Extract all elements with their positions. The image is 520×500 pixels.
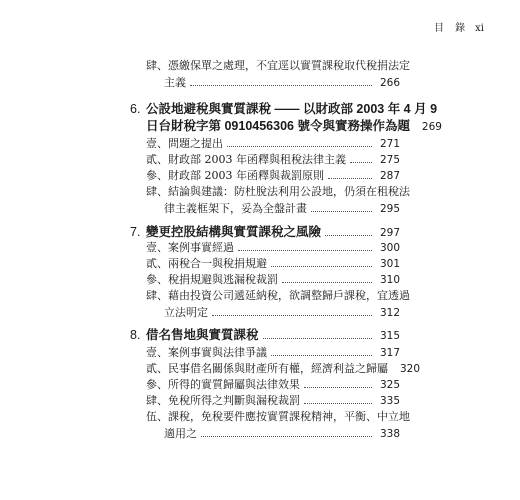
- chapter-title: 日台財稅字第 0910456306 號令與實務操作為題: [146, 119, 410, 133]
- toc-page-number: 301: [379, 258, 400, 270]
- toc-entry-text: 肆、藉由投資公司遞延納稅，欲調整歸戶課稅，宜透過: [146, 289, 410, 302]
- toc-page-number: 271: [379, 138, 400, 150]
- dot-leader: [311, 210, 372, 212]
- dot-leader: [238, 249, 372, 251]
- toc-entry-text: 適用之: [164, 427, 197, 440]
- toc-subsection[interactable]: [146, 168, 400, 184]
- toc-entry-text: 肆、結論與建議：防杜脫法利用公設地，仍須在租稅法: [146, 185, 410, 198]
- dot-leader: [212, 314, 372, 316]
- toc-entry-text: 貳、民事借名關係與財產所有權，經濟利益之歸屬: [146, 362, 388, 375]
- toc-page-number: 320: [399, 363, 420, 375]
- toc-subsection[interactable]: [146, 184, 410, 216]
- dot-leader: [325, 234, 372, 236]
- toc-chapter[interactable]: [0, 327, 400, 344]
- toc-subsection[interactable]: [146, 377, 400, 393]
- dot-leader: [190, 84, 372, 86]
- dot-leader: [304, 402, 372, 404]
- header-page-number: xi: [475, 23, 484, 34]
- toc-page-number: 287: [379, 170, 400, 182]
- chapter-title: 變更控股結構與實質課稅之風險: [146, 225, 322, 239]
- toc-subsection[interactable]: [146, 361, 420, 377]
- toc-subsection[interactable]: [146, 58, 410, 90]
- toc-page-number: 275: [379, 154, 400, 166]
- chapter-number: 7.: [130, 225, 141, 239]
- dot-leader: [350, 161, 372, 163]
- dot-leader: [227, 145, 372, 147]
- dot-leader: [282, 281, 372, 283]
- toc-page-number: 269: [421, 121, 442, 133]
- toc-entry-text: 壹、問題之提出: [146, 137, 223, 150]
- toc-subsection[interactable]: [146, 272, 400, 288]
- dot-leader: [328, 177, 372, 179]
- toc-page-number: 325: [379, 379, 400, 391]
- toc-subsection[interactable]: [146, 136, 400, 152]
- dot-leader: [201, 435, 372, 437]
- running-header: [434, 19, 484, 34]
- toc-entry-text: 壹、案例事實經過: [146, 241, 234, 254]
- toc-entry-text: 參、財政部 2003 年函釋與裁罰原則: [146, 169, 324, 182]
- toc-entry-text: 律主義框架下，妥為全盤計畫: [164, 202, 307, 215]
- toc-entry-text: 伍、課稅，免稅要件應按實質課稅精神，平衡、中立地: [146, 410, 410, 423]
- toc-chapter[interactable]: [0, 224, 400, 241]
- toc-page-number: 310: [379, 274, 400, 286]
- toc-entry-text: 壹、案例事實與法律爭議: [146, 346, 267, 359]
- toc-page-number: 312: [379, 307, 400, 319]
- toc-entry-text: 貳、財政部 2003 年函釋與租稅法律主義: [146, 153, 346, 166]
- toc-entry-text: 肆、免稅所得之判斷與漏稅裁罰: [146, 394, 300, 407]
- toc-page-number: 300: [379, 242, 400, 254]
- toc-subsection[interactable]: [146, 393, 400, 409]
- toc-page-number: 338: [379, 428, 400, 440]
- toc-entry-text: 參、所得的實質歸屬與法律效果: [146, 378, 300, 391]
- toc-subsection[interactable]: [146, 409, 410, 441]
- toc-entry-text: 立法明定: [164, 306, 208, 319]
- dot-leader: [304, 386, 372, 388]
- toc-subsection[interactable]: [146, 288, 410, 320]
- toc-entry-text: 貳、兩稅合一與稅捐規避: [146, 257, 267, 270]
- chapter-number: 8.: [130, 328, 141, 342]
- toc-page-number: 315: [379, 330, 400, 342]
- toc-entry-text: 參、稅捐規避與逃漏稅裁罰: [146, 273, 278, 286]
- toc-page-number: 295: [379, 203, 400, 215]
- toc-subsection[interactable]: [146, 240, 400, 256]
- dot-leader: [271, 354, 372, 356]
- toc-subsection[interactable]: [146, 256, 400, 272]
- dot-leader: [271, 265, 372, 267]
- toc-page-number: 266: [379, 77, 400, 89]
- toc-page-number: 335: [379, 395, 400, 407]
- dot-leader: [263, 337, 372, 339]
- toc-page-number: 317: [379, 347, 400, 359]
- header-section-label: 目 錄: [433, 23, 470, 34]
- toc-subsection[interactable]: [146, 152, 400, 168]
- toc-chapter[interactable]: [0, 101, 442, 135]
- chapter-title: 借名售地與實質課稅: [146, 328, 259, 342]
- toc-subsection[interactable]: [146, 345, 400, 361]
- toc-page-number: 297: [379, 227, 400, 239]
- chapter-number: 6.: [130, 102, 141, 116]
- toc-entry-text: 主義: [164, 76, 186, 89]
- chapter-title: 公設地避稅與實質課稅 —— 以財政部 2003 年 4 月 9: [146, 102, 438, 116]
- toc-entry-text: 肆、憑繳保單之處理，不宜逕以實質課稅取代稅捐法定: [146, 59, 410, 72]
